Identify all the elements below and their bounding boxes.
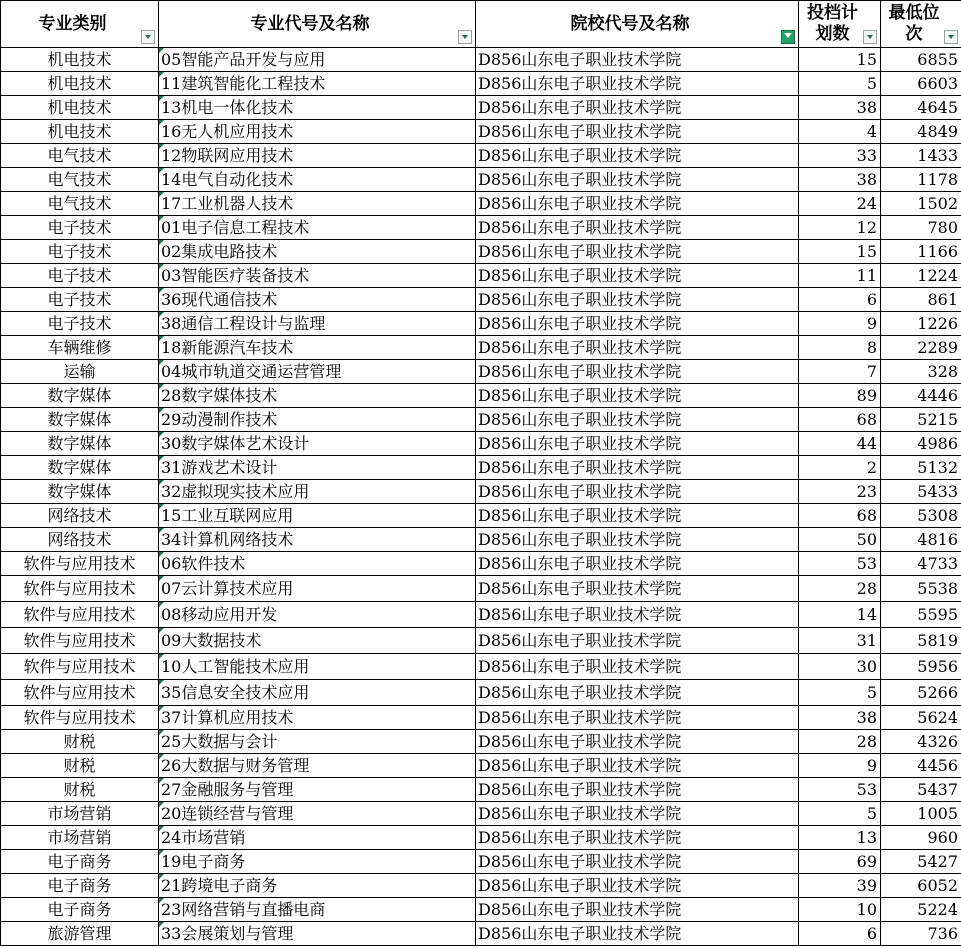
- cell-school[interactable]: D856山东电子职业技术学院: [476, 576, 799, 602]
- header-major-label: 专业代号及名称: [250, 14, 370, 34]
- cell-school[interactable]: D856山东电子职业技术学院: [476, 216, 799, 240]
- cell-category[interactable]: 旅游管理: [1, 922, 159, 946]
- table-row: [1, 480, 961, 504]
- table-row: [1, 552, 961, 576]
- table-row: [1, 432, 961, 456]
- cell-school[interactable]: D856山东电子职业技术学院: [476, 754, 799, 778]
- cell-rank[interactable]: 960: [881, 826, 961, 850]
- cell-rank[interactable]: 1226: [881, 312, 961, 336]
- cell-major[interactable]: 26大数据与财务管理: [159, 754, 476, 778]
- cell-category[interactable]: 电子技术: [1, 264, 159, 288]
- cell-rank[interactable]: 4816: [881, 528, 961, 552]
- cell-rank[interactable]: 5224: [881, 898, 961, 922]
- cell-school[interactable]: D856山东电子职业技术学院: [476, 850, 799, 874]
- cell-major[interactable]: 34计算机网络技术: [159, 528, 476, 552]
- table-row: [1, 216, 961, 240]
- cell-category[interactable]: 财税: [1, 778, 159, 802]
- cell-category[interactable]: 数字媒体: [1, 456, 159, 480]
- table-row: [1, 754, 961, 778]
- cell-category[interactable]: 软件与应用技术: [1, 654, 159, 680]
- cell-category[interactable]: 市场营销: [1, 802, 159, 826]
- cell-plan[interactable]: 28: [799, 730, 881, 754]
- cell-major[interactable]: 32虚拟现实技术应用: [159, 480, 476, 504]
- cell-school[interactable]: D856山东电子职业技术学院: [476, 680, 799, 706]
- cell-rank[interactable]: 1224: [881, 264, 961, 288]
- cell-plan[interactable]: 5: [799, 680, 881, 706]
- cell-plan[interactable]: 68: [799, 408, 881, 432]
- cell-category[interactable]: 电子商务: [1, 874, 159, 898]
- cell-major[interactable]: 29动漫制作技术: [159, 408, 476, 432]
- header-row: [1, 1, 961, 48]
- header-major[interactable]: [159, 1, 476, 48]
- cell-plan[interactable]: 10: [799, 898, 881, 922]
- table-row: [1, 628, 961, 654]
- cell-school[interactable]: D856山东电子职业技术学院: [476, 168, 799, 192]
- header-category[interactable]: [1, 1, 159, 48]
- cell-rank[interactable]: 1166: [881, 240, 961, 264]
- cell-school[interactable]: D856山东电子职业技术学院: [476, 456, 799, 480]
- table-row: [1, 288, 961, 312]
- cell-plan[interactable]: 13: [799, 826, 881, 850]
- cell-school[interactable]: D856山东电子职业技术学院: [476, 778, 799, 802]
- cell-school[interactable]: D856山东电子职业技术学院: [476, 312, 799, 336]
- cell-rank[interactable]: 1178: [881, 168, 961, 192]
- cell-category[interactable]: 电子商务: [1, 850, 159, 874]
- header-plan-line2: 划数: [815, 24, 850, 44]
- table-row: [1, 312, 961, 336]
- filter-dropdown-icon[interactable]: [458, 30, 472, 44]
- table-row: [1, 192, 961, 216]
- cell-rank[interactable]: 5624: [881, 706, 961, 730]
- cell-major[interactable]: 19电子商务: [159, 850, 476, 874]
- table-row: [1, 528, 961, 552]
- table-row: [1, 336, 961, 360]
- cell-category[interactable]: 软件与应用技术: [1, 576, 159, 602]
- filter-applied-icon[interactable]: [781, 30, 795, 44]
- cell-plan[interactable]: 7: [799, 360, 881, 384]
- cell-major[interactable]: 30数字媒体艺术设计: [159, 432, 476, 456]
- header-rank-line2: 次: [905, 24, 923, 44]
- cell-rank[interactable]: 5308: [881, 504, 961, 528]
- cell-category[interactable]: 电气技术: [1, 192, 159, 216]
- cell-plan[interactable]: 30: [799, 654, 881, 680]
- cell-major[interactable]: 01电子信息工程技术: [159, 216, 476, 240]
- cell-school[interactable]: D856山东电子职业技术学院: [476, 96, 799, 120]
- cell-school[interactable]: D856山东电子职业技术学院: [476, 654, 799, 680]
- table-body: [1, 48, 961, 946]
- cell-plan[interactable]: 38: [799, 706, 881, 730]
- cell-school[interactable]: D856山东电子职业技术学院: [476, 874, 799, 898]
- cell-rank[interactable]: 5956: [881, 654, 961, 680]
- cell-school[interactable]: D856山东电子职业技术学院: [476, 802, 799, 826]
- cell-rank[interactable]: 861: [881, 288, 961, 312]
- cell-plan[interactable]: 12: [799, 216, 881, 240]
- cell-plan[interactable]: 6: [799, 288, 881, 312]
- cell-major[interactable]: 35信息安全技术应用: [159, 680, 476, 706]
- cell-rank[interactable]: 5433: [881, 480, 961, 504]
- cell-category[interactable]: 数字媒体: [1, 480, 159, 504]
- cell-major[interactable]: 20连锁经营与管理: [159, 802, 476, 826]
- cell-rank[interactable]: 4733: [881, 552, 961, 576]
- table-row: [1, 48, 961, 72]
- cell-school[interactable]: D856山东电子职业技术学院: [476, 48, 799, 72]
- cell-plan[interactable]: 8: [799, 336, 881, 360]
- cell-rank[interactable]: 328: [881, 360, 961, 384]
- cell-category[interactable]: 数字媒体: [1, 408, 159, 432]
- cell-plan[interactable]: 68: [799, 504, 881, 528]
- header-plan[interactable]: [799, 1, 881, 48]
- cell-rank[interactable]: 736: [881, 922, 961, 946]
- cell-plan[interactable]: 9: [799, 754, 881, 778]
- cell-major[interactable]: 07云计算技术应用: [159, 576, 476, 602]
- cell-category[interactable]: 运输: [1, 360, 159, 384]
- cell-plan[interactable]: 53: [799, 778, 881, 802]
- cell-category[interactable]: 机电技术: [1, 48, 159, 72]
- cell-category[interactable]: 电气技术: [1, 168, 159, 192]
- table-row: [1, 802, 961, 826]
- cell-rank[interactable]: 4645: [881, 96, 961, 120]
- cell-school[interactable]: D856山东电子职业技术学院: [476, 240, 799, 264]
- cell-category[interactable]: 电子商务: [1, 898, 159, 922]
- cell-category[interactable]: 电子技术: [1, 312, 159, 336]
- cell-rank[interactable]: 6603: [881, 72, 961, 96]
- cell-major[interactable]: 10人工智能技术应用: [159, 654, 476, 680]
- cell-school[interactable]: D856山东电子职业技术学院: [476, 826, 799, 850]
- cell-rank[interactable]: 5215: [881, 408, 961, 432]
- cell-plan[interactable]: 6: [799, 922, 881, 946]
- cell-major[interactable]: 03智能医疗装备技术: [159, 264, 476, 288]
- cell-plan[interactable]: 2: [799, 456, 881, 480]
- cell-category[interactable]: 电子技术: [1, 240, 159, 264]
- table-row: [1, 778, 961, 802]
- cell-school[interactable]: D856山东电子职业技术学院: [476, 120, 799, 144]
- cell-major[interactable]: 13机电一体化技术: [159, 96, 476, 120]
- table-row: [1, 240, 961, 264]
- cell-major[interactable]: 11建筑智能化工程技术: [159, 72, 476, 96]
- cell-school[interactable]: D856山东电子职业技术学院: [476, 336, 799, 360]
- cell-major[interactable]: 12物联网应用技术: [159, 144, 476, 168]
- cell-plan[interactable]: 50: [799, 528, 881, 552]
- cell-category[interactable]: 机电技术: [1, 96, 159, 120]
- cell-school[interactable]: D856山东电子职业技术学院: [476, 192, 799, 216]
- cell-school[interactable]: D856山东电子职业技术学院: [476, 360, 799, 384]
- cell-major[interactable]: 06软件技术: [159, 552, 476, 576]
- cell-plan[interactable]: 9: [799, 312, 881, 336]
- cell-rank[interactable]: 5437: [881, 778, 961, 802]
- cell-rank[interactable]: 6855: [881, 48, 961, 72]
- cell-school[interactable]: D856山东电子职业技术学院: [476, 528, 799, 552]
- cell-major[interactable]: 08移动应用开发: [159, 602, 476, 628]
- cell-category[interactable]: 软件与应用技术: [1, 628, 159, 654]
- cell-school[interactable]: D856山东电子职业技术学院: [476, 602, 799, 628]
- header-school-label: 院校代号及名称: [570, 14, 690, 34]
- header-plan-line1: 投档计: [807, 3, 858, 23]
- cell-plan[interactable]: 15: [799, 240, 881, 264]
- cell-school[interactable]: D856山东电子职业技术学院: [476, 898, 799, 922]
- cell-rank[interactable]: 4456: [881, 754, 961, 778]
- filter-dropdown-icon[interactable]: [863, 30, 877, 44]
- table-row: [1, 576, 961, 602]
- cell-major[interactable]: 38通信工程设计与监理: [159, 312, 476, 336]
- cell-plan[interactable]: 33: [799, 144, 881, 168]
- table-row: [1, 72, 961, 96]
- cell-plan[interactable]: 23: [799, 480, 881, 504]
- table-row: [1, 922, 961, 946]
- cell-category[interactable]: 机电技术: [1, 120, 159, 144]
- cell-plan[interactable]: 31: [799, 628, 881, 654]
- table-row: [1, 384, 961, 408]
- table-row: [1, 874, 961, 898]
- cell-rank[interactable]: 6052: [881, 874, 961, 898]
- table-row: [1, 168, 961, 192]
- table-row: [1, 360, 961, 384]
- cell-school[interactable]: D856山东电子职业技术学院: [476, 706, 799, 730]
- cell-major[interactable]: 36现代通信技术: [159, 288, 476, 312]
- cell-plan[interactable]: 38: [799, 168, 881, 192]
- cell-rank[interactable]: 4326: [881, 730, 961, 754]
- cell-category[interactable]: 市场营销: [1, 826, 159, 850]
- cell-school[interactable]: D856山东电子职业技术学院: [476, 264, 799, 288]
- cell-plan[interactable]: 5: [799, 72, 881, 96]
- cell-rank[interactable]: 5427: [881, 850, 961, 874]
- table-row: [1, 850, 961, 874]
- cell-school[interactable]: D856山东电子职业技术学院: [476, 432, 799, 456]
- cell-category[interactable]: 软件与应用技术: [1, 602, 159, 628]
- cell-plan[interactable]: 39: [799, 874, 881, 898]
- cell-major[interactable]: 02集成电路技术: [159, 240, 476, 264]
- cell-category[interactable]: 网络技术: [1, 528, 159, 552]
- table-row: [1, 96, 961, 120]
- cell-school[interactable]: D856山东电子职业技术学院: [476, 504, 799, 528]
- cell-rank[interactable]: 1433: [881, 144, 961, 168]
- header-rank-line1: 最低位: [888, 3, 940, 23]
- cell-plan[interactable]: 38: [799, 96, 881, 120]
- cell-school[interactable]: D856山东电子职业技术学院: [476, 552, 799, 576]
- cell-school[interactable]: D856山东电子职业技术学院: [476, 730, 799, 754]
- cell-major[interactable]: 16无人机应用技术: [159, 120, 476, 144]
- cell-major[interactable]: 05智能产品开发与应用: [159, 48, 476, 72]
- cell-major[interactable]: 33会展策划与管理: [159, 922, 476, 946]
- table-row: [1, 654, 961, 680]
- table-row: [1, 264, 961, 288]
- cell-category[interactable]: 财税: [1, 730, 159, 754]
- cell-category[interactable]: 软件与应用技术: [1, 552, 159, 576]
- cell-major[interactable]: 21跨境电子商务: [159, 874, 476, 898]
- cell-major[interactable]: 37计算机应用技术: [159, 706, 476, 730]
- cell-plan[interactable]: 14: [799, 602, 881, 628]
- table-row: [1, 680, 961, 706]
- cell-rank[interactable]: 4446: [881, 384, 961, 408]
- cell-school[interactable]: D856山东电子职业技术学院: [476, 408, 799, 432]
- cell-category[interactable]: 财税: [1, 754, 159, 778]
- cell-major[interactable]: 31游戏艺术设计: [159, 456, 476, 480]
- cell-category[interactable]: 车辆维修: [1, 336, 159, 360]
- cell-plan[interactable]: 24: [799, 192, 881, 216]
- table-row: [1, 706, 961, 730]
- cell-rank[interactable]: 5819: [881, 628, 961, 654]
- cell-plan[interactable]: 4: [799, 120, 881, 144]
- cell-category[interactable]: 软件与应用技术: [1, 706, 159, 730]
- cell-category[interactable]: 电气技术: [1, 144, 159, 168]
- cell-school[interactable]: D856山东电子职业技术学院: [476, 288, 799, 312]
- cell-category[interactable]: 数字媒体: [1, 432, 159, 456]
- cell-school[interactable]: D856山东电子职业技术学院: [476, 480, 799, 504]
- header-school[interactable]: [476, 1, 799, 48]
- cell-major[interactable]: 25大数据与会计: [159, 730, 476, 754]
- cell-rank[interactable]: 4986: [881, 432, 961, 456]
- cell-plan[interactable]: 11: [799, 264, 881, 288]
- table-row: [1, 826, 961, 850]
- cell-category[interactable]: 机电技术: [1, 72, 159, 96]
- table-row: [1, 144, 961, 168]
- cell-rank[interactable]: 2289: [881, 336, 961, 360]
- cell-plan[interactable]: 69: [799, 850, 881, 874]
- table-row: [1, 504, 961, 528]
- cell-school[interactable]: D856山东电子职业技术学院: [476, 628, 799, 654]
- table-row: [1, 456, 961, 480]
- table-row: [1, 408, 961, 432]
- filter-dropdown-icon[interactable]: [141, 30, 155, 44]
- cell-school[interactable]: D856山东电子职业技术学院: [476, 144, 799, 168]
- cell-major[interactable]: 17工业机器人技术: [159, 192, 476, 216]
- cell-category[interactable]: 数字媒体: [1, 384, 159, 408]
- filter-dropdown-icon[interactable]: [944, 30, 958, 44]
- cell-major[interactable]: 23网络营销与直播电商: [159, 898, 476, 922]
- cell-school[interactable]: D856山东电子职业技术学院: [476, 384, 799, 408]
- cell-plan[interactable]: 5: [799, 802, 881, 826]
- cell-plan[interactable]: 53: [799, 552, 881, 576]
- cell-plan[interactable]: 44: [799, 432, 881, 456]
- cell-plan[interactable]: 28: [799, 576, 881, 602]
- cell-major[interactable]: 24市场营销: [159, 826, 476, 850]
- cell-plan[interactable]: 89: [799, 384, 881, 408]
- cell-rank[interactable]: 780: [881, 216, 961, 240]
- cell-rank[interactable]: 5538: [881, 576, 961, 602]
- cell-rank[interactable]: 4849: [881, 120, 961, 144]
- cell-category[interactable]: 软件与应用技术: [1, 680, 159, 706]
- cell-category[interactable]: 电子技术: [1, 216, 159, 240]
- cell-major[interactable]: 28数字媒体技术: [159, 384, 476, 408]
- cell-major[interactable]: 27金融服务与管理: [159, 778, 476, 802]
- cell-rank[interactable]: 1502: [881, 192, 961, 216]
- table-row: [1, 120, 961, 144]
- cell-rank[interactable]: 5132: [881, 456, 961, 480]
- header-rank[interactable]: [881, 1, 961, 48]
- cell-plan[interactable]: 15: [799, 48, 881, 72]
- cell-rank[interactable]: 1005: [881, 802, 961, 826]
- cell-rank[interactable]: 5266: [881, 680, 961, 706]
- cell-school[interactable]: D856山东电子职业技术学院: [476, 922, 799, 946]
- table-row: [1, 602, 961, 628]
- cell-rank[interactable]: 5595: [881, 602, 961, 628]
- cell-major[interactable]: 14电气自动化技术: [159, 168, 476, 192]
- cell-category[interactable]: 电子技术: [1, 288, 159, 312]
- cell-major[interactable]: 09大数据技术: [159, 628, 476, 654]
- cell-school[interactable]: D856山东电子职业技术学院: [476, 72, 799, 96]
- header-category-label: 专业类别: [38, 14, 107, 34]
- table-row: [1, 730, 961, 754]
- cell-major[interactable]: 15工业互联网应用: [159, 504, 476, 528]
- cell-category[interactable]: 网络技术: [1, 504, 159, 528]
- cell-major[interactable]: 18新能源汽车技术: [159, 336, 476, 360]
- table-row: [1, 898, 961, 922]
- cell-major[interactable]: 04城市轨道交通运营管理: [159, 360, 476, 384]
